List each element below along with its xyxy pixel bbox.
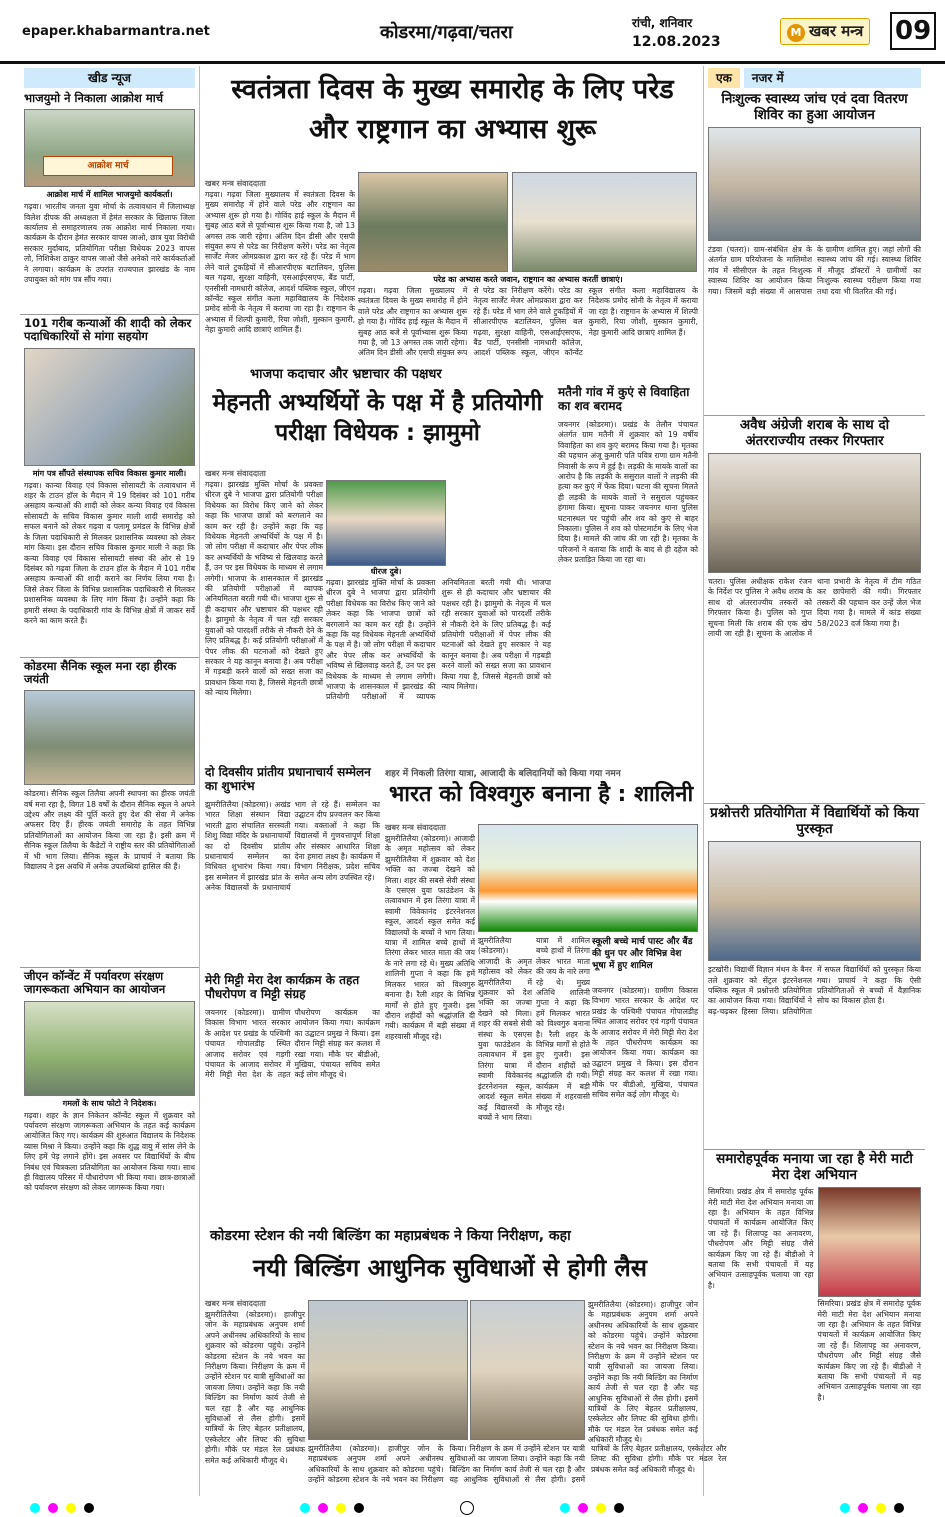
reg-dot (858, 1503, 868, 1513)
reg-dot (876, 1503, 886, 1513)
photo-caption: धीरज दुबे। (370, 567, 402, 576)
story-body: चतरा। पुलिस अधीक्षक राकेश रंजन के निर्देश पर पुलिस ने अवैध शराब के साथ दो अंतरराज्यीय तस्करों को गिरफ्तार किया है। पुलिस को गुप्त सूचना मिली कि शराब की एक खेप लायी जा रही है। सूचना के आलोक में थाना प्रभारी के नेतृत्व में टीम गठित कर छापेमारी की गयी। गिरफ्तार तस्करों की पहचान कर उन्हें जेल भेज दिया गया है। मामले में कांड संख्या 58/2023 दर्ज किया गया है। (708, 577, 921, 639)
parade-photo (358, 172, 508, 272)
story-body: गढ़वा। झारखंड मुक्ति मोर्चा के प्रवक्ता धीरज दुबे ने भाजपा द्वारा प्रतियोगी परीक्षा विधेयक का विरोध किए जाने को लेकर कहा कि भाजपा छात्रों को बरगलाने का काम कर रही है। उन्होंने कहा कि यह विधेयक मेहनती अभ्यर्थियों के पक्ष में है। जो लोग परीक्षा में कदाचार और पेपर लीक कर अभ्यर्थियों के भविष्य से खिलवाड़ करते हैं, उन पर इस विधेयक के माध्यम से लगाम लगेगी। भाजपा के शासनकाल में झारखंड की प्रतियोगी परीक्षाओं में व्यापक अनियमितता बरती गयी थी। भाजपा शुरू से ही कदाचार और भ्रष्टाचार की पक्षधर रही है। झामुमो के नेतृत्व में चल रही सरकार युवाओं को पारदर्शी तरीके से नौकरी देने के लिए प्रतिबद्ध है। कई प्रतियोगी परीक्षाओं में पेपर लीक की घटनाओं को देखते हुए सरकार ने यह कानून बनाया है। अब परीक्षा में गड़बड़ी करने वालों को सख्त सजा का प्रावधान किया गया है, जिससे मेहनती छात्रों को न्याय मिलेगा। (205, 480, 323, 698)
brand-logo (780, 18, 870, 45)
story-body: जयनगर (कोडरमा)। प्रखंड के तेलौन पंचायत अंतर्गत ग्राम मतैनी में शुक्रवार को 19 वर्षीय विवाहिता का शव कुएं बरामद किया गया है। मृतका की पहचान अंजू कुमारी पति पवित्र राणा ग्राम मतैनी निवासी के रूप में हुई है। लड़की के मायके वालों का आरोप है कि लड़की के ससुराल वालों ने लड़की की हत्या कर कुएं में फेंक दिया। घटना की सूचना मिलते ही लड़की के मायके वालों ने ससुराल पहुंचकर हंगामा किया। सूचना पाकर जयनगर थाना पुलिस घटनास्थल पर पहुंची और शव को कुएं से बाहर निकाला। पुलिस ने शव को पोस्टमार्टम के लिए भेज दिया है। मामले की जांच की जा रही है। मृतका के परिजनों ने बताया कि शादी के बाद से ही दहेज को लेकर प्रताड़ित किया जा रहा था। (558, 420, 698, 565)
photo-caption: परेड का अभ्यास करते जवान, राष्ट्रगान का अभ्यास करतीं छात्राएं। (433, 275, 623, 284)
story-subhead: स्कूली बच्चे मार्च पास्ट और बैंड की धुन पर और विभिन्न वेश भूषा में हुए शामिल (592, 937, 693, 971)
story-body: गढ़वा। भारतीय जनता युवा मोर्चा के तत्वावधान में जिलाध्यक्ष विलेश दीपक की अध्यक्षता में हेमंत सरकार के खिलाफ जिला कार्यालय से समाहरणालय तक आक्रोश मार्च निकाला गया। कार्यक्रम के दौरान हेमंत सरकार वापस जाओ, छात्र युवा विरोधी सरकार मुर्दाबाद, प्रतियोगिता परीक्षा विधेयक 2023 वापस लो, निशिकेश ठाकुर वापस जाओ जैसे अनेको नारे कार्यकर्ताओं ने लगाया। कार्यक्रम के उपरांत राज्यपाल झारखंड के नाम उपायुक्त को मांग पत्र सौंप गया। (24, 202, 195, 285)
story-photo (708, 841, 921, 961)
story-title: मेहनती अभ्यर्थियों के पक्ष में है प्रतियोगी परीक्षा विधेयक : झामुमो (212, 390, 543, 446)
tag-ek: एक (708, 68, 740, 88)
page-number: 09 (890, 12, 936, 50)
story-photo (24, 690, 195, 785)
story-body: गढ़वा। कान्या विवाह एवं विकास सोसायटी के तत्वावधान में शहर के टाउन हॉल के मैदान में 19 दिसंबर को 101 गरीब असहाय कन्याओं की शादी को लेकर कन्या विवाह एवं विकास सोसायटी के सचिव विकास कुमार माली शादी समारोह को सफल बनाने को लेकर गढ़वा व पलामू प्रमंडल के विभिन्न क्षेत्रों के जिला पदाधिकारी से मिलकर प्रशासनिक व्यवस्था को लेकर मांग किया। इस दौरान सचिव विकास कुमार माली ने कहा कि कन्या विवाह एवं विकास सोसायटी संस्था की ओर से 19 दिसंबर को गढ़वा जिला के टाउन हॉल के मैदान में 101 गरीब असहाय कन्याओं की शादी कराने का निर्णय लिया गया है। जिसे लेकर जिला के विभिन्न प्रशासनिक पदाधिकारी से मिलकर प्रशासनिक व्यवस्था के लिए मांग किया है। उन्होंने कहा कि हमारी संस्था के पदाधिकारी गांव के विभिन्न क्षेत्रों में जाकर सर्वे करने का काम करते हैं। (24, 480, 195, 625)
portrait-photo (818, 1187, 922, 1297)
rally-photo (478, 824, 698, 932)
story-body-cont: जयनगर (कोडरमा)। ग्रामीण विकास विभाग भारत सरकार के आदेश पर प्रखंड के पश्चिमी पंचायत गोपालडीह स्थित आजाद सरोवर एवं गड़गी पंचायत के आजाद सरोवर में मेरी मिट्टी मेरा देश के तहत पौधरोपण कार्यक्रम का आयोजन किया गया। कार्यक्रम का उद्घाटन प्रमुख ने किया। इस दौरान मिट्टी संग्रह कर कलश में रखा गया। मौके पर बीडीओ, मुखिया, पंचायत सचिव समेत कई लोग मौजूद थे। (592, 986, 698, 1100)
story-title: समारोहपूर्वक मनाया जा रहा है मेरी माटी मेरा देश अभियान (704, 1149, 925, 1185)
story-body: कोडरमा। सैनिक स्कूल तिलैया अपनी स्थापना का हीरक जयंती वर्ष मना रहा है, विगत 18 वर्षों के दौरान सैनिक स्कूल ने अपने उद्देश्य और लक्ष्य की पूर्ति करते हुए देश की सेवा में अनेक अफसर दिए हैं। हीरक जयंती समारोह के तहत विभिन्न प्रतियोगिताओं का आयोजन किया जा रहा है। इसी क्रम में सैनिक स्कूल तिलैया के कैडेटों ने राष्ट्रीय स्तर की प्रतियोगिताओं में भी भाग लिया। सैनिक स्कूल के प्राचार्य ने बताया कि विद्यालय ने इस अवधि में अनेक उपलब्धियां हासिल की हैं। (24, 789, 195, 871)
story-title: 101 गरीब कन्याओं की शादी को लेकर पदाधिकारियों से मांगा सहयोग (20, 314, 199, 345)
main-headline: स्वतंत्रता दिवस के मुख्य समारोह के लिए परेड और राष्ट्रगान का अभ्यास शुरू (231, 74, 674, 145)
story-title: अवैध अंग्रेजी शराब के साथ दो अंतरराज्यीय तस्कर गिरफ्तार (704, 415, 925, 451)
story-title: भारत को विश्वगुरु बनाना है : शालिनी (388, 782, 694, 807)
inspection-photo (308, 1300, 468, 1440)
story-body: झुमरीतिलैया (कोडरमा)। आजादी के अमृत महोत्सव को लेकर झुमरीतिलैया में शुक्रवार को देश भक्ति का जज्बा देखने को मिला। शहर की सबसे सेवी संस्था के एसएस युवा फाउंडेशन के तत्वावधान में इस तिरंगा यात्रा में स्वामी विवेकानंद इंटरनेशनल स्कूल, आदर्श स्कूल समेत कई विद्यालयों के बच्चों ने भाग लिया। यात्रा में शामिल बच्चे हाथों में तिरंगा लेकर भारत माता की जय के नारे लगा रहे थे। मुख्य अतिथि शालिनी गुप्ता ने कहा कि हमें मिलकर भारत को विश्वगुरु बनाना है। रैली शहर के विभिन्न मार्गों से होते हुए गुजरी। इस दौरान शहीदों को श्रद्धांजलि दी गयी। कार्यक्रम में बड़ी संख्या में शहरवासी मौजूद रहे। (385, 834, 475, 1041)
story-body-cont: गढ़वा। झारखंड मुक्ति मोर्चा के प्रवक्ता धीरज दुबे ने भाजपा द्वारा प्रतियोगी परीक्षा विधेयक का विरोध किए जाने को लेकर कहा कि भाजपा छात्रों को बरगलाने का काम कर रही है। उन्होंने कहा कि यह विधेयक मेहनती अभ्यर्थियों के पक्ष में है। जो लोग परीक्षा में कदाचार और पेपर लीक कर अभ्यर्थियों के भविष्य से खिलवाड़ करते हैं, उन पर इस विधेयक के माध्यम से लगाम लगेगी। भाजपा के शासनकाल में झारखंड की प्रतियोगी परीक्षाओं में व्यापक अनियमितता बरती गयी थी। भाजपा शुरू से ही कदाचार और भ्रष्टाचार की पक्षधर रही है। झामुमो के नेतृत्व में चल रही सरकार युवाओं को पारदर्शी तरीके से नौकरी देने के लिए प्रतिबद्ध है। कई प्रतियोगी परीक्षाओं में पेपर लीक की घटनाओं को देखते हुए सरकार ने यह कानून बनाया है। अब परीक्षा में गड़बड़ी करने वालों को सख्त सजा का प्रावधान किया गया है, जिससे मेहनती छात्रों को न्याय मिलेगा। (326, 578, 551, 702)
reg-dot (354, 1503, 364, 1513)
story-body: सिमरिया। प्रखंड क्षेत्र में समारोह पूर्वक मेरी माटी मेरा देश अभियान मनाया जा रहा है। अभियान के तहत विभिन्न पंचायतों में कार्यक्रम आयोजित किए जा रहे हैं। शिलापट्ट का अनावरण, पौधरोपण और मिट्टी संग्रह जैसे कार्यक्रम किए जा रहे हैं। बीडीओ ने बताया कि सभी पंचायतों में यह अभियान उत्साहपूर्वक चलाया जा रहा है। (708, 1187, 814, 1290)
reg-dot (596, 1503, 606, 1513)
story-title: नयी बिल्डिंग आधुनिक सुविधाओं से होगी लैस (252, 1254, 648, 1282)
story-photo (24, 1001, 195, 1096)
story-side (818, 1187, 922, 1417)
story-photo (24, 109, 195, 187)
story-title: मेरी मिट्टी मेरा देश कार्यक्रम के तहत पौधरोपण व मिट्टी संग्रह (205, 973, 360, 1001)
brand-mark-icon: M (787, 24, 805, 42)
registration-marks (0, 1498, 945, 1517)
site-url[interactable]: epaper.khabarmantra.net (22, 24, 210, 39)
story-title: जीएन कॉन्वेंट में पर्यावरण संरक्षण जागरूकता अभियान का आयोजन (20, 967, 199, 998)
story-title: दो दिवसीय प्रांतीय प्रधानाचार्य सम्मेलन का शुभारंभ (205, 765, 371, 793)
reg-dot (84, 1503, 94, 1513)
city-day: रांची, शनिवार (632, 16, 693, 30)
reg-dot (48, 1503, 58, 1513)
left-column (20, 66, 200, 1496)
anthem-photo (512, 172, 697, 272)
reg-dot (560, 1503, 570, 1513)
reg-dot (336, 1503, 346, 1513)
photo-caption: मांग पत्र सौंपते संस्थापक सचिव विकास कुमार माली। (32, 468, 187, 478)
issue-date: 12.08.2023 (632, 34, 721, 50)
story-body-cont: झुमरीतिलैया (कोडरमा)। हाजीपुर जोन के महाप्रबंधक अनुपम शर्मा अपने अधीनस्थ अधिकारियों के साथ शुक्रवार को कोडरमा पहुंचे। उन्होंने कोडरमा स्टेशन के नये भवन का निरीक्षण किया। निरीक्षण के क्रम में उन्होंने स्टेशन पर यात्री सुविधाओं का जायजा लिया। उन्होंने कहा कि नयी बिल्डिंग का निर्माण कार्य तेजी से चल रहा है और यह आधुनिक सुविधाओं से लैस होगी। इसमें यात्रियों के लिए बेहतर प्रतीक्षालय, एस्केलेटर और लिफ्ट की सुविधा होगी। मौके पर मंडल रेल प्रबंधक समेत कई अधिकारी मौजूद थे। (588, 1300, 698, 1445)
story-body-cont: सिमरिया। प्रखंड क्षेत्र में समारोह पूर्वक मेरी माटी मेरा देश अभियान मनाया जा रहा है। अभियान के तहत विभिन्न पंचायतों में कार्यक्रम आयोजित किए जा रहे हैं। शिलापट्ट का अनावरण, पौधरोपण और मिट्टी संग्रह जैसे कार्यक्रम किए जा रहे हैं। बीडीओ ने बताया कि सभी पंचायतों में यह अभियान उत्साहपूर्वक चलाया जा रहा है। (817, 1299, 921, 1402)
byline: खबर मन्त्र संवाददाता (385, 823, 446, 832)
page-header (0, 0, 945, 64)
byline: खबर मन्त्र संवाददाता (205, 179, 266, 188)
crosshair-icon (460, 1501, 474, 1515)
story-body: इटखोरी। विद्यार्थी विज्ञान मंथन के बैनर तले शुक्रवार को सेंट्रल इंटरनेशनल पब्लिक स्कूल में प्रश्नोत्तरी प्रतियोगिता का आयोजन किया गया। विद्यार्थियों ने बढ़-चढ़कर हिस्सा लिया। प्रतियोगिता में सफल विद्यार्थियों को पुरस्कृत किया गया। प्राचार्य ने कहा कि ऐसी प्रतियोगिताओं से बच्चों में वैज्ञानिक सोच का विकास होता है। (708, 965, 921, 1016)
story-body-cont: झुमरीतिलैया (कोडरमा)। हाजीपुर जोन के महाप्रबंधक अनुपम शर्मा अपने अधीनस्थ अधिकारियों के साथ शुक्रवार को कोडरमा पहुंचे। उन्होंने कोडरमा स्टेशन के नये भवन का निरीक्षण किया। निरीक्षण के क्रम में उन्होंने स्टेशन पर यात्री सुविधाओं का जायजा लिया। उन्होंने कहा कि नयी बिल्डिंग का निर्माण कार्य तेजी से चल रहा है और यह आधुनिक सुविधाओं से लैस होगी। इसमें यात्रियों के लिए बेहतर प्रतीक्षालय, एस्केलेटर और लिफ्ट की सुविधा होगी। मौके पर मंडल रेल प्रबंधक समेत कई अधिकारी मौजूद थे। (308, 1444, 727, 1485)
right-column-tag (704, 66, 925, 90)
story-kicker: कोडरमा स्टेशन की नयी बिल्डिंग का महाप्रबंधक ने किया निरीक्षण, कहा (210, 1228, 571, 1244)
reg-dot (894, 1503, 904, 1513)
section-title: कोडरमा/गढ़वा/चतरा (380, 22, 513, 43)
story-body: टंडवा (चतरा)। ग्राम-संबंधित क्षेत्र के अंतर्गत ग्राम परियोजना के मालिमोश गांव में सीसीएल के तहत निःशुल्क स्वास्थ्य शिविर का आयोजन किया गया। जिसमें बड़ी संख्या में आसपास के ग्रामीण शामिल हुए। जहां लोगों की स्वास्थ्य जांच की गई। स्वास्थ्य शिविर में मौजूद डॉक्टरों ने ग्रामीणों का निःशुल्क स्वास्थ्य परीक्षण किया गया तथा दवा भी वितरित की गई। (708, 245, 921, 296)
photo-caption: आक्रोश मार्च में शामिल भाजयुमो कार्यकर्ता। (46, 190, 173, 200)
story-kicker: भाजपा कदाचार और भ्रष्टाचार की पक्षधर (250, 367, 442, 382)
story-title: निःशुल्क स्वास्थ्य जांच एवं दवा वितरण शिविर का हुआ आयोजन (721, 91, 908, 123)
story-body: गढ़वा। गढ़वा जिला मुख्यालय में स्वतंत्रता दिवस के मुख्य समारोह में होने वाले परेड और राष्ट्रगान का अभ्यास शुरू हो गया है। गोविंद हाई स्कूल के मैदान में सुबह आठ बजे से पूर्वाभ्यास शुरू किया गया है, जो 13 अगस्त तक जारी रहेगा। अंतिम दिन डीसी और एसपी संयुक्त रूप से परेड का निरीक्षण करेंगे। परेड का नेतृत्व सार्जेंट मेजर ओमप्रकाश द्वारा कर रहे हैं। परेड में भाग लेने वाले टुकड़ियों में सीआरपीएफ बटालियन, पुलिस बल गढ़वा, सुरक्षा वाहिनी, एसआईएसएफ, बैंड पार्टी, एनसीसी नामधारी कॉलेज, आदर्श पब्लिक स्कूल, जीएन कॉन्वेंट स्कूल संगीत कला महाविद्यालय के निदेशक प्रमोद सोनी के नेतृत्व में कराया जा रहा है। राष्ट्रगान के अभ्यास में शिल्पी कुमारी, रिया जोशी, मुस्कान कुमारी, नेहा कुमारी आदि छात्राएं शामिल हैं। (205, 190, 355, 335)
tag-najar: नजर में (744, 68, 921, 88)
story-title: कोडरमा सैनिक स्कूल मना रहा हीरक जयंती (20, 657, 199, 688)
photo-caption: गमलों के साथ फोटो ने निदेशक। (62, 1098, 157, 1108)
story-title: भाजयुमो ने निकाला आक्रोश मार्च (24, 91, 164, 105)
story-photo (24, 348, 195, 466)
story-body: झुमरीतिलैया (कोडरमा)। हाजीपुर जोन के महाप्रबंधक अनुपम शर्मा अपने अधीनस्थ अधिकारियों के साथ शुक्रवार को कोडरमा पहुंचे। उन्होंने कोडरमा स्टेशन के नये भवन का निरीक्षण किया। निरीक्षण के क्रम में उन्होंने स्टेशन पर यात्री सुविधाओं का जायजा लिया। उन्होंने कहा कि नयी बिल्डिंग का निर्माण कार्य तेजी से चल रहा है और यह आधुनिक सुविधाओं से लैस होगी। इसमें यात्रियों के लिए बेहतर प्रतीक्षालय, एस्केलेटर और लिफ्ट की सुविधा होगी। मौके पर मंडल रेल प्रबंधक समेत कई अधिकारी मौजूद थे। (205, 1310, 305, 1465)
reg-dot (840, 1503, 850, 1513)
story-row (704, 1185, 925, 1419)
reg-dot (318, 1503, 328, 1513)
brand-name: खबर मन्त्र (809, 22, 864, 40)
spokesperson-photo (326, 480, 446, 566)
story-body: गढ़वा। शहर के ज्ञान निकेतन कॉन्वेंट स्कूल में शुक्रवार को पर्यावरण संरक्षण जागरूकता अभियान के तहत कई कार्यक्रम आयोजित किए गए। कार्यक्रम की शुरुआत विद्यालय के निदेशक व्यास मिश्रा ने किया। उन्होंने कहा कि शुद्ध वायु में सांस लेने के लिए हमें पेड़ लगाने होंगे। इस अवसर पर विद्यार्थियों के बीच निबंध एवं चित्रकला प्रतियोगिता का आयोजन किया गया। साथ ही विद्यालय परिसर में पौधारोपण भी किया गया। छात्र-छात्राओं को पर्यावरण संरक्षण को लेकर जागरूक किया गया। (24, 1110, 195, 1193)
inspection-photo (470, 1300, 585, 1440)
story-body: झुमरीतिलैया (कोडरमा)। अखंड भारत शिक्षा संस्थान विद्या भारती द्वारा संचालित सरस्वती शिशु विद्या मंदिर के प्रधानाचार्यों का दो दिवसीय प्रांतीय प्रधानाचार्य सम्मेलन का विधिवत शुभारंभ किया गया। इस सम्मेलन में झारखंड प्रांत के अनेक विद्यालयों के प्रधानाचार्य भाग ले रहे हैं। सम्मेलन का उद्घाटन दीप प्रज्वलन कर किया गया। वक्ताओं ने कहा कि विद्यालयों में गुणवत्तापूर्ण शिक्षा और संस्कार आधारित शिक्षा देना हमारा लक्ष्य है। कार्यक्रम में विभाग निरीक्षक, प्रदेश सचिव समेत अन्य लोग उपस्थित रहे। (205, 800, 380, 893)
story-photo (708, 127, 921, 241)
reg-dot (614, 1503, 624, 1513)
byline: खबर मन्त्र संवाददाता (205, 469, 266, 478)
story-kicker: शहर में निकली तिरंगा यात्रा, आजादी के बलिदानियों को किया गया नमन (385, 769, 621, 779)
byline: खबर मन्त्र संवाददाता (205, 1299, 266, 1308)
right-column (703, 66, 925, 1496)
reg-dot (30, 1503, 40, 1513)
story-body-cont: गढ़वा। गढ़वा जिला मुख्यालय में स्वतंत्रता दिवस के मुख्य समारोह में होने वाले परेड और राष्ट्रगान का अभ्यास शुरू हो गया है। गोविंद हाई स्कूल के मैदान में सुबह आठ बजे से पूर्वाभ्यास शुरू किया गया है, जो 13 अगस्त तक जारी रहेगा। अंतिम दिन डीसी और एसपी संयुक्त रूप से परेड का निरीक्षण करेंगे। परेड का नेतृत्व सार्जेंट मेजर ओमप्रकाश द्वारा कर रहे हैं। परेड में भाग लेने वाले टुकड़ियों में सीआरपीएफ बटालियन, पुलिस बल गढ़वा, सुरक्षा वाहिनी, एसआईएसएफ, बैंड पार्टी, एनसीसी नामधारी कॉलेज, आदर्श पब्लिक स्कूल, जीएन कॉन्वेंट स्कूल संगीत कला महाविद्यालय के निदेशक प्रमोद सोनी के नेतृत्व में कराया जा रहा है। राष्ट्रगान के अभ्यास में शिल्पी कुमारी, रिया जोशी, मुस्कान कुमारी, नेहा कुमारी आदि छात्राएं शामिल हैं। (358, 286, 698, 358)
reg-dot (66, 1503, 76, 1513)
story-body: जयनगर (कोडरमा)। ग्रामीण विकास विभाग भारत सरकार के आदेश पर प्रखंड के पश्चिमी पंचायत गोपालडीह स्थित आजाद सरोवर एवं गड़गी पंचायत के आजाद सरोवर में मेरी मिट्टी मेरा देश के तहत पौधरोपण कार्यक्रम का आयोजन किया गया। कार्यक्रम का उद्घाटन प्रमुख ने किया। इस दौरान मिट्टी संग्रह कर कलश में रखा गया। मौके पर बीडीओ, मुखिया, पंचायत सचिव समेत कई लोग मौजूद थे। (205, 1008, 380, 1080)
reg-dot (578, 1503, 588, 1513)
story-title: प्रश्नोत्तरी प्रतियोगिता में विद्यार्थियों को किया पुरस्कृत (704, 803, 925, 839)
left-column-tag: खीड न्यूज (24, 68, 195, 88)
protest-banner: आक्रोश मार्च (43, 156, 173, 176)
reg-dot (300, 1503, 310, 1513)
story-photo (708, 453, 921, 573)
story-body-cont: झुमरीतिलैया (कोडरमा)। आजादी के अमृत महोत्सव को लेकर झुमरीतिलैया में शुक्रवार को देश भक्ति का जज्बा देखने को मिला। शहर की सबसे सेवी संस्था के एसएस युवा फाउंडेशन के तत्वावधान में इस तिरंगा यात्रा में स्वामी विवेकानंद इंटरनेशनल स्कूल, आदर्श स्कूल समेत कई विद्यालयों के बच्चों ने भाग लिया। यात्रा में शामिल बच्चे हाथों में तिरंगा लेकर भारत माता की जय के नारे लगा रहे थे। मुख्य अतिथि शालिनी गुप्ता ने कहा कि हमें मिलकर भारत को विश्वगुरु बनाना है। रैली शहर के विभिन्न मार्गों से होते हुए गुजरी। इस दौरान शहीदों को श्रद्धांजलि दी गयी। कार्यक्रम में बड़ी संख्या में शहरवासी मौजूद रहे। (478, 936, 591, 1122)
story-title: मतैनी गांव में कुएं से विवाहिता का शव बरामद (558, 385, 690, 413)
